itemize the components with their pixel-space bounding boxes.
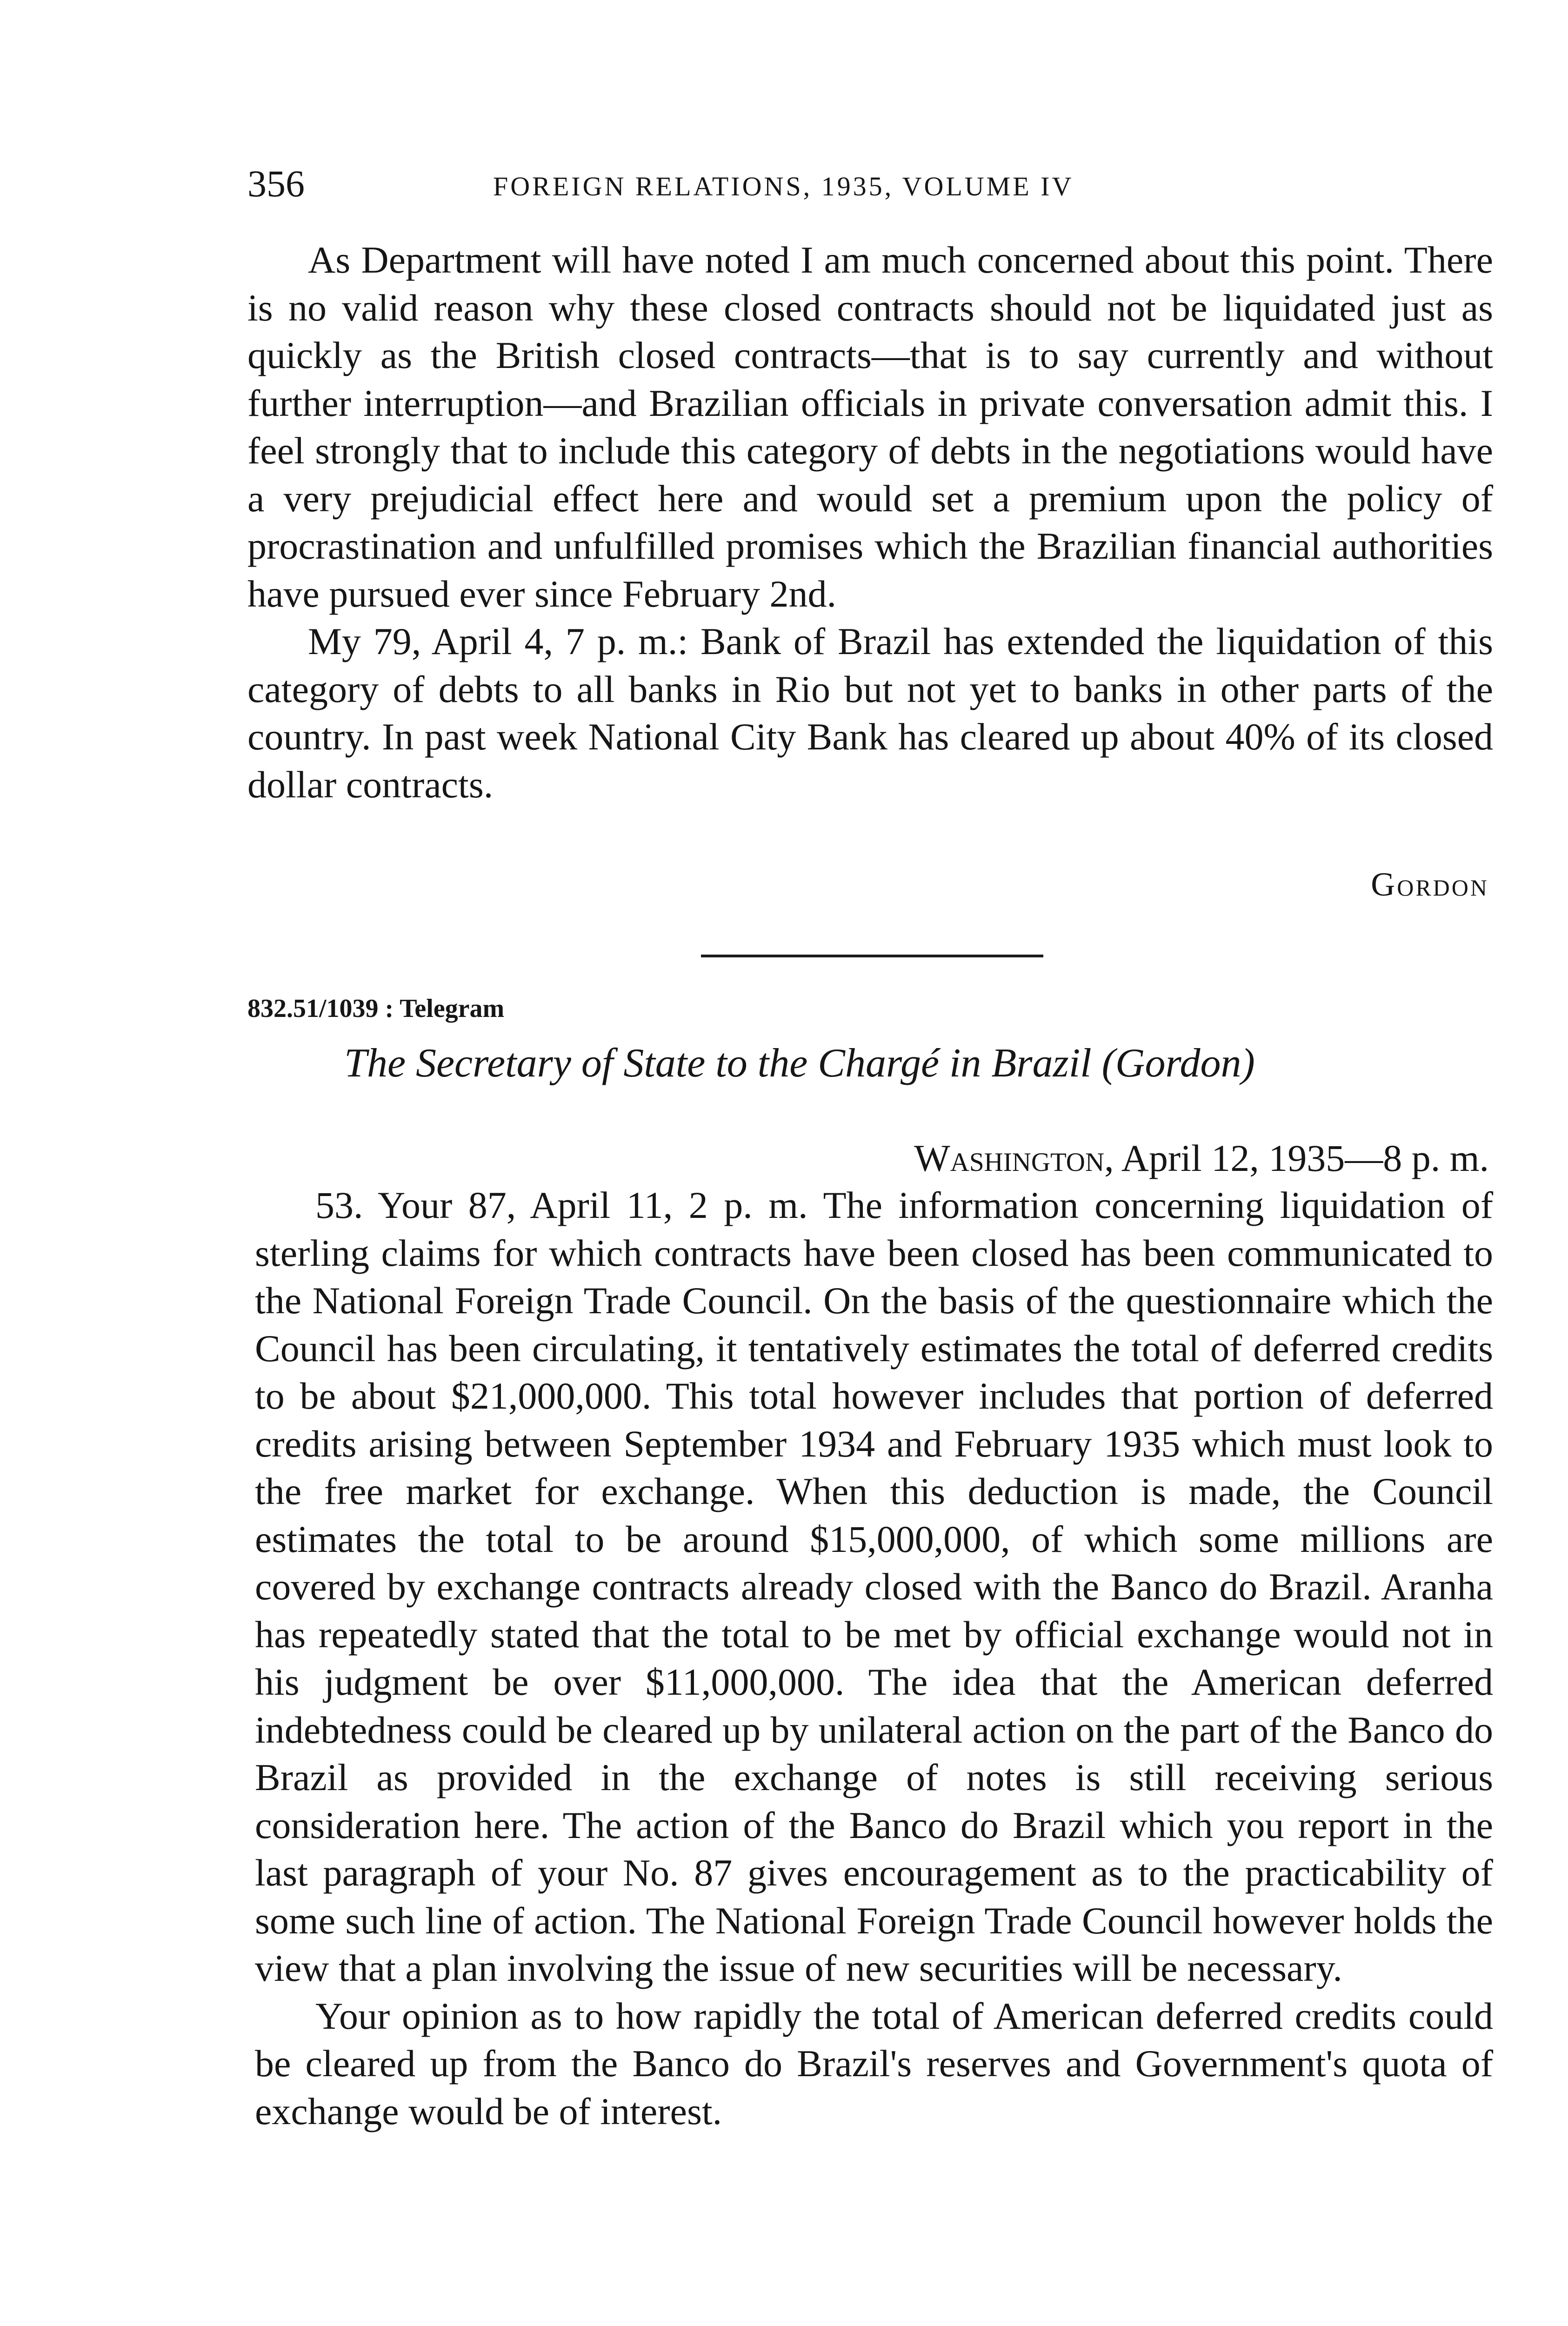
section-divider — [701, 955, 1043, 957]
continuation-paragraph-1: As Department will have noted I am much concerned about this point. There is no valid reason why these closed contracts should not be liquidated just as quickly as the British closed contracts—that is to say currently and without further interruption—and Brazilian officials in private conversation admit this. I feel strongly that to include this category of debts in the negotiations would have a very prejudicial effect here and would set a premium upon the policy of procrastination and unfulfilled promises which the Brazilian financial authorities have pursued ever since February 2nd. — [247, 239, 1493, 615]
file-reference: 832.51/1039 : Telegram — [247, 994, 505, 1023]
dateline-place: Washington — [914, 1137, 1105, 1179]
continuation-paragraph-2: My 79, April 4, 7 p. m.: Bank of Brazil has extended the liquidation of this category of debts to all banks in Rio but not yet to banks in other parts of the country. In past week National City Bank has cleared up about 40% of its closed dollar contracts. — [247, 620, 1493, 806]
telegram-text — [255, 1182, 1493, 2135]
running-head: FOREIGN RELATIONS, 1935, VOLUME IV — [493, 171, 1074, 201]
document-title: The Secretary of State to the Chargé in Brazil (Gordon) — [344, 1041, 1255, 1086]
dateline-date: , April 12, 1935—8 p. m. — [1104, 1137, 1489, 1179]
telegram-paragraph-1: 53. Your 87, April 11, 2 p. m. The information concerning liquidation of sterling claims for which contracts have been closed has been communicated to the National Foreign Trade Council. On the basis of the questionnaire which the Council has been circulating, it tentatively estimates the total of deferred credits to be about $21,000,000. This total however includes that portion of deferred credits arising between September 1934 and February 1935 which must look to the free market for exchange. When this deduction is made, the Council estimates the total to be around $15,000,000, of which some millions are covered by exchange contracts already closed with the Banco do Brazil. Aranha has repeatedly stated that the total to be met by official exchange would not in his judgment be over $11,000,000. The idea that the American deferred indebtedness could be cleared up by unilateral action on the part of the Banco do Brazil as provided in the exchange of notes is still receiving serious consideration here. The action of the Banco do Brazil which you report in the last paragraph of your No. 87 gives encouragement as to the practicability of some such line of action. The National Foreign Trade Council however holds the view that a plan involving the issue of new securities will be necessary. — [255, 1184, 1493, 1989]
page-number: 356 — [247, 162, 305, 205]
dateline — [914, 1135, 1489, 1182]
telegram-paragraph-2: Your opinion as to how rapidly the total of American deferred credits could be cleared up from the Banco do Brazil's reserves and Government's quota of exchange would be of interest. — [255, 1994, 1493, 2132]
signature-gordon: Gordon — [1371, 866, 1489, 903]
continuation-text — [247, 236, 1493, 809]
page-header — [247, 160, 1261, 216]
